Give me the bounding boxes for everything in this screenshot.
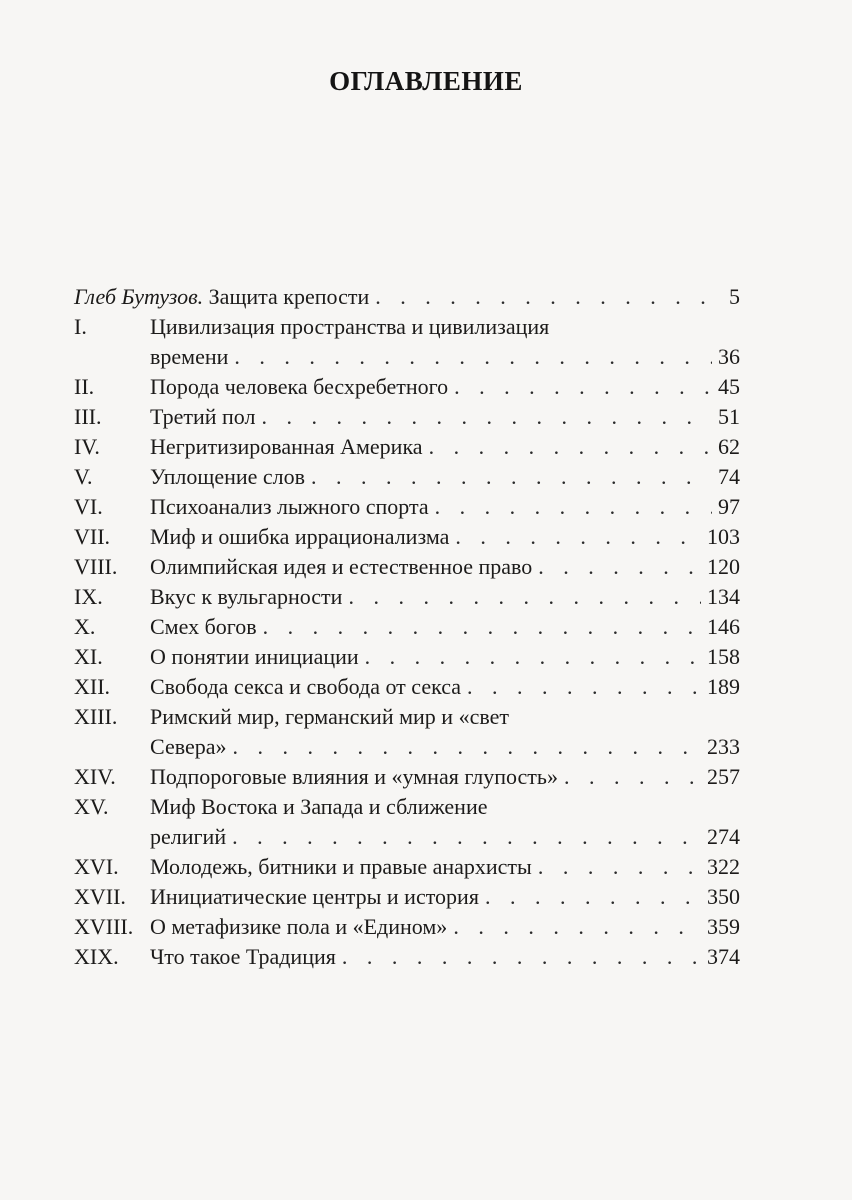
chapter-number: X. bbox=[74, 614, 96, 639]
toc-entry bbox=[74, 702, 740, 762]
toc-entry bbox=[74, 492, 740, 522]
chapter-title-line: Цивилизация пространства и цивилизация bbox=[150, 314, 550, 339]
chapter-title: Что такое Традиция bbox=[150, 944, 336, 969]
page-title: ОГЛАВЛЕНИЕ bbox=[329, 66, 523, 96]
chapter-number: XV. bbox=[74, 794, 109, 819]
page-number: 322 bbox=[707, 854, 740, 879]
page-number: 103 bbox=[707, 524, 740, 549]
dot-leader bbox=[232, 822, 701, 852]
chapter-title: времени bbox=[150, 344, 229, 369]
page-number: 233 bbox=[707, 734, 740, 759]
chapter-number: VII. bbox=[74, 524, 111, 549]
toc-entry bbox=[74, 792, 740, 852]
chapter-title: Психоанализ лыжного спорта bbox=[150, 494, 429, 519]
dot-leader bbox=[365, 642, 701, 672]
chapter-title: Подпороговые влияния и «умная глупость» bbox=[150, 764, 558, 789]
chapter-title: Уплощение слов bbox=[150, 464, 306, 489]
chapter-title: Севера» bbox=[150, 734, 227, 759]
page-number: 257 bbox=[707, 764, 740, 789]
toc-entry bbox=[74, 642, 740, 672]
chapter-number: XVII. bbox=[74, 884, 126, 909]
toc-entry bbox=[74, 942, 740, 972]
table-of-contents bbox=[74, 282, 740, 972]
page-number: 36 bbox=[718, 344, 740, 369]
page-number: 62 bbox=[718, 434, 740, 459]
chapter-title: Вкус к вульгарности bbox=[150, 584, 343, 609]
toc-entry bbox=[74, 432, 740, 462]
dot-leader bbox=[435, 492, 712, 522]
chapter-number: XIX. bbox=[74, 944, 119, 969]
dot-leader bbox=[453, 912, 701, 942]
toc-entry bbox=[74, 672, 740, 702]
chapter-title: О метафизике пола и «Едином» bbox=[150, 914, 448, 939]
dot-leader bbox=[538, 852, 701, 882]
page-number: 158 bbox=[707, 644, 740, 669]
chapter-title-line: Римский мир, германский мир и «свет bbox=[150, 704, 509, 729]
page-number: 5 bbox=[729, 284, 740, 309]
chapter-title: Молодежь, битники и правые анархисты bbox=[150, 854, 532, 879]
chapter-number: IV. bbox=[74, 434, 100, 459]
page-number: 51 bbox=[718, 404, 740, 429]
page-number: 146 bbox=[707, 614, 740, 639]
toc-entry-list bbox=[74, 312, 740, 972]
chapter-number: III. bbox=[74, 404, 102, 429]
dot-leader bbox=[311, 462, 712, 492]
dot-leader bbox=[429, 432, 712, 462]
toc-entry bbox=[74, 402, 740, 432]
toc-entry bbox=[74, 462, 740, 492]
dot-leader bbox=[467, 672, 701, 702]
chapter-title: Миф и ошибка иррационализма bbox=[150, 524, 450, 549]
chapter-number: V. bbox=[74, 464, 93, 489]
dot-leader bbox=[375, 282, 723, 312]
page-number: 189 bbox=[707, 674, 740, 699]
page-number: 350 bbox=[707, 884, 740, 909]
chapter-title: Смех богов bbox=[150, 614, 257, 639]
chapter-number: XI. bbox=[74, 644, 103, 669]
page-number: 359 bbox=[707, 914, 740, 939]
chapter-number: XVIII. bbox=[74, 914, 134, 939]
dot-leader bbox=[455, 522, 701, 552]
toc-entry bbox=[74, 762, 740, 792]
chapter-number: XIV. bbox=[74, 764, 116, 789]
chapter-number: XVI. bbox=[74, 854, 119, 879]
toc-entry bbox=[74, 582, 740, 612]
page-number: 134 bbox=[707, 584, 740, 609]
dot-leader bbox=[454, 372, 712, 402]
chapter-number: XII. bbox=[74, 674, 111, 699]
chapter-number: I. bbox=[74, 314, 87, 339]
toc-entry-preface bbox=[74, 282, 740, 312]
toc-entry bbox=[74, 522, 740, 552]
dot-leader bbox=[234, 342, 712, 372]
page-number: 45 bbox=[718, 374, 740, 399]
chapter-title: Третий пол bbox=[150, 404, 256, 429]
dot-leader bbox=[263, 612, 701, 642]
dot-leader bbox=[233, 732, 702, 762]
toc-entry bbox=[74, 372, 740, 402]
chapter-title: религий bbox=[150, 824, 227, 849]
chapter-title: Негритизированная Америка bbox=[150, 434, 423, 459]
toc-entry bbox=[74, 312, 740, 372]
chapter-number: XIII. bbox=[74, 704, 118, 729]
toc-entry bbox=[74, 882, 740, 912]
toc-entry bbox=[74, 912, 740, 942]
preface-title: Защита крепости bbox=[208, 284, 370, 309]
page-number: 74 bbox=[718, 464, 740, 489]
chapter-title-line: Миф Востока и Запада и сближение bbox=[150, 794, 488, 819]
dot-leader bbox=[348, 582, 701, 612]
dot-leader bbox=[564, 762, 701, 792]
page-number: 120 bbox=[707, 554, 740, 579]
chapter-title: Свобода секса и свобода от секса bbox=[150, 674, 462, 699]
preface-author: Глеб Бутузов. bbox=[74, 284, 204, 309]
page-number: 97 bbox=[718, 494, 740, 519]
chapter-title: О понятии инициации bbox=[150, 644, 359, 669]
toc-entry bbox=[74, 612, 740, 642]
chapter-number: IX. bbox=[74, 584, 103, 609]
chapter-number: VIII. bbox=[74, 554, 118, 579]
page-number: 374 bbox=[707, 944, 740, 969]
chapter-number: II. bbox=[74, 374, 95, 399]
toc-entry bbox=[74, 852, 740, 882]
chapter-title: Олимпийская идея и естественное право bbox=[150, 554, 533, 579]
toc-entry bbox=[74, 552, 740, 582]
chapter-title: Порода человека бесхребетного bbox=[150, 374, 449, 399]
chapter-title: Инициатические центры и история bbox=[150, 884, 479, 909]
dot-leader bbox=[342, 942, 701, 972]
dot-leader bbox=[538, 552, 701, 582]
page-number: 274 bbox=[707, 824, 740, 849]
dot-leader bbox=[262, 402, 713, 432]
chapter-number: VI. bbox=[74, 494, 103, 519]
dot-leader bbox=[485, 882, 701, 912]
